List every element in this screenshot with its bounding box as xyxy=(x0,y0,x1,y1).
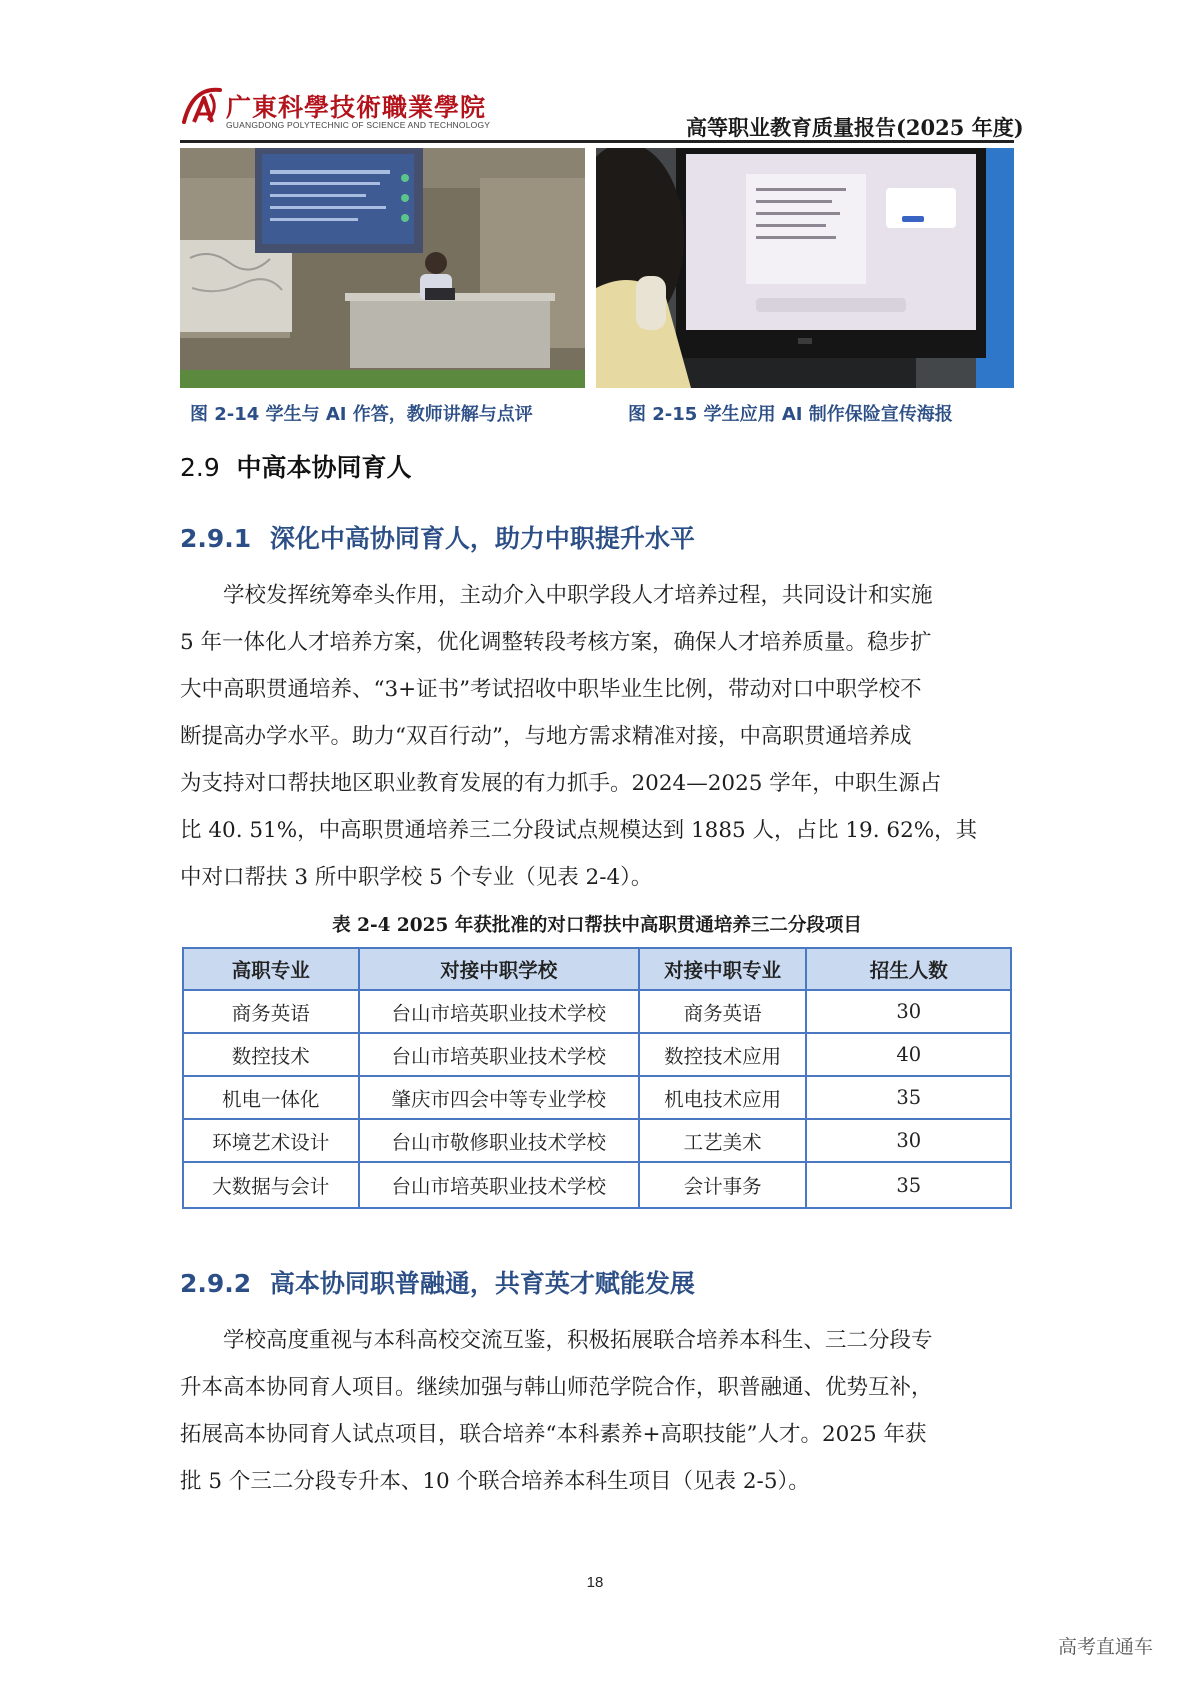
paragraph-line: 为支持对口帮扶地区职业教育发展的有力抓手。2024—2025 学年，中职生源占 xyxy=(180,771,942,796)
paragraph-line: 拓展高本协同育人试点项目，联合培养“本科素养+高职技能”人才。2025 年获 xyxy=(180,1422,927,1447)
table-cell: 35 xyxy=(806,1162,1011,1208)
table-cell: 40 xyxy=(806,1033,1011,1076)
table-cell: 机电一体化 xyxy=(183,1076,359,1119)
table-cell: 35 xyxy=(806,1076,1011,1119)
paragraph-2-9-2 xyxy=(180,1317,1014,1505)
subsection-title: 深化中高协同育人，助力中职提升水平 xyxy=(269,524,695,553)
table-cell: 台山市培英职业技术学校 xyxy=(359,1162,639,1208)
enrollment-table xyxy=(182,947,1012,1209)
subsection-number: 2.9.2 xyxy=(180,1269,252,1298)
table-row xyxy=(183,990,1011,1033)
table-cell: 肇庆市四会中等专业学校 xyxy=(359,1076,639,1119)
table-cell: 环境艺术设计 xyxy=(183,1119,359,1162)
table-header-cell: 对接中职专业 xyxy=(639,948,807,990)
table-header-cell: 高职专业 xyxy=(183,948,359,990)
subsection-number: 2.9.1 xyxy=(180,524,252,553)
table-cell: 数控技术应用 xyxy=(639,1033,807,1076)
table-row xyxy=(183,1162,1011,1208)
subsection-title: 高本协同职普融通，共育英才赋能发展 xyxy=(269,1269,695,1298)
paragraph-line: 5 年一体化人才培养方案，优化调整转段考核方案，确保人才培养质量。稳步扩 xyxy=(180,630,932,655)
table-row xyxy=(183,1119,1011,1162)
table-header-cell: 对接中职学校 xyxy=(359,948,639,990)
paragraph-line: 学校发挥统筹牵头作用，主动介入中职学段人才培养过程，共同设计和实施 xyxy=(180,583,933,608)
table-cell: 30 xyxy=(806,990,1011,1033)
table-row xyxy=(183,1033,1011,1076)
photo-classroom-lecture xyxy=(180,148,585,388)
paragraph-line: 大中高职贯通培养、“3+证书”考试招收中职毕业生比例，带动对口中职学校不 xyxy=(180,677,922,702)
watermark: 高考直通车 xyxy=(1058,1636,1154,1658)
page-number: 18 xyxy=(586,1574,604,1591)
subsection-heading-2-9-1 xyxy=(180,519,695,555)
table-cell: 台山市敬修职业技术学校 xyxy=(359,1119,639,1162)
table-cell: 工艺美术 xyxy=(639,1119,807,1162)
table-row xyxy=(183,1076,1011,1119)
section-title: 中高本协同育人 xyxy=(236,453,412,482)
table-cell: 商务英语 xyxy=(183,990,359,1033)
paragraph-line: 学校高度重视与本科高校交流互鉴，积极拓展联合培养本科生、三二分段专 xyxy=(180,1328,933,1353)
table-cell: 台山市培英职业技术学校 xyxy=(359,1033,639,1076)
paragraph-line: 中对口帮扶 3 所中职学校 5 个专业（见表 2-4）。 xyxy=(180,865,653,890)
paragraph-line: 断提高办学水平。助力“双百行动”，与地方需求精准对接，中高职贯通培养成 xyxy=(180,724,912,749)
section-heading xyxy=(180,448,412,484)
table-cell: 台山市培英职业技术学校 xyxy=(359,990,639,1033)
table-cell: 数控技术 xyxy=(183,1033,359,1076)
table-header-row xyxy=(183,948,1011,990)
paragraph-line: 升本高本协同育人项目。继续加强与韩山师范学院合作，职普融通、优势互补， xyxy=(180,1375,933,1400)
table-header-cell: 招生人数 xyxy=(806,948,1011,990)
paragraph-line: 比 40. 51%，中高职贯通培养三二分段试点规模达到 1885 人，占比 19. 62%，其 xyxy=(180,818,978,843)
header-rule xyxy=(180,140,1014,143)
school-logo-icon xyxy=(180,84,224,128)
table-cell: 商务英语 xyxy=(639,990,807,1033)
figure-caption-2-14: 图 2-14 学生与 AI 作答，教师讲解与点评 xyxy=(190,404,533,425)
paragraph-line: 批 5 个三二分段专升本、10 个联合培养本科生项目（见表 2-5）。 xyxy=(180,1469,810,1494)
school-name-en: GUANGDONG POLYTECHNIC OF SCIENCE AND TECHNOLOGY xyxy=(226,120,491,130)
table-caption: 表 2-4 2025 年获批准的对口帮扶中高职贯通培养三二分段项目 xyxy=(332,915,862,936)
photo-student-ai-poster xyxy=(596,148,1014,388)
table-cell: 30 xyxy=(806,1119,1011,1162)
figure-caption-2-15: 图 2-15 学生应用 AI 制作保险宣传海报 xyxy=(628,404,953,425)
paragraph-2-9-1 xyxy=(180,572,1014,901)
subsection-heading-2-9-2 xyxy=(180,1264,695,1300)
section-number: 2.9 xyxy=(180,453,220,482)
table-cell: 大数据与会计 xyxy=(183,1162,359,1208)
school-name-cn: 广東科學技術職業學院 xyxy=(226,93,487,122)
table-cell: 机电技术应用 xyxy=(639,1076,807,1119)
report-title: 高等职业教育质量报告(2025 年度) xyxy=(686,115,1024,140)
table-cell: 会计事务 xyxy=(639,1162,807,1208)
